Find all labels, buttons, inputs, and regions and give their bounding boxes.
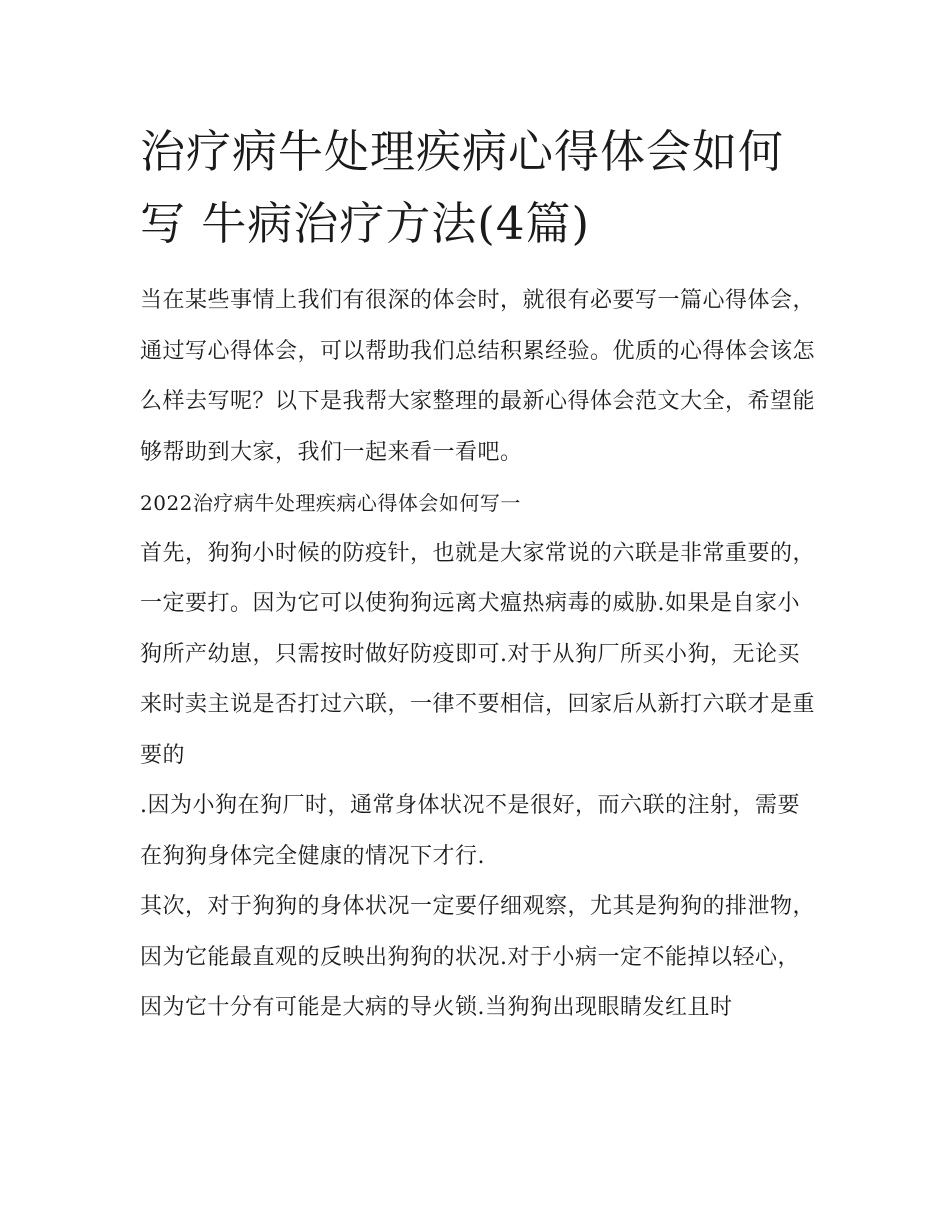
body-paragraph: 其次，对于狗狗的身体状况一定要仔细观察，尤其是狗狗的排泄物，因为它能最直观的反映出狗狗的状况.对于小病一定不能掉以轻心， [140,894,816,970]
body-paragraph: .因为小狗在狗厂时，通常身体状况不是很好，而六联的注射，需要在狗狗身体完全健康的情况下才行. [140,793,800,869]
body-paragraph: 首先，狗狗小时候的防疫针，也就是大家常说的六联是非常重要的，一定要打。因为它可以使狗狗远离犬瘟热病毒的威胁.如果是自家小狗所产幼崽，只需按时做好防疫即可.对于从狗厂所买小狗，无论买来时卖主说是否打过六联，一律不要相信，回家后从新打六联才是重要的 [140,540,816,768]
body-paragraph: 因为它十分有可能是大病的导火锁.当狗狗出现眼睛发红且时 [140,995,733,1020]
document-title: 治疗病牛处理疾病心得体会如何写 牛病治疗方法(4篇) [140,125,785,250]
intro-paragraph: 当在某些事情上我们有很深的体会时，就很有必要写一篇心得体会，通过写心得体会，可以帮助我们总结积累经验。优质的心得体会该怎么样去写呢？以下是我帮大家整理的最新心得体会范文大全，希望能够帮助到大家，我们一起来看一看吧。 [140,288,816,465]
document-body [140,276,820,1034]
section-heading: 2022治疗病牛处理疾病心得体会如何写一 [140,491,521,515]
